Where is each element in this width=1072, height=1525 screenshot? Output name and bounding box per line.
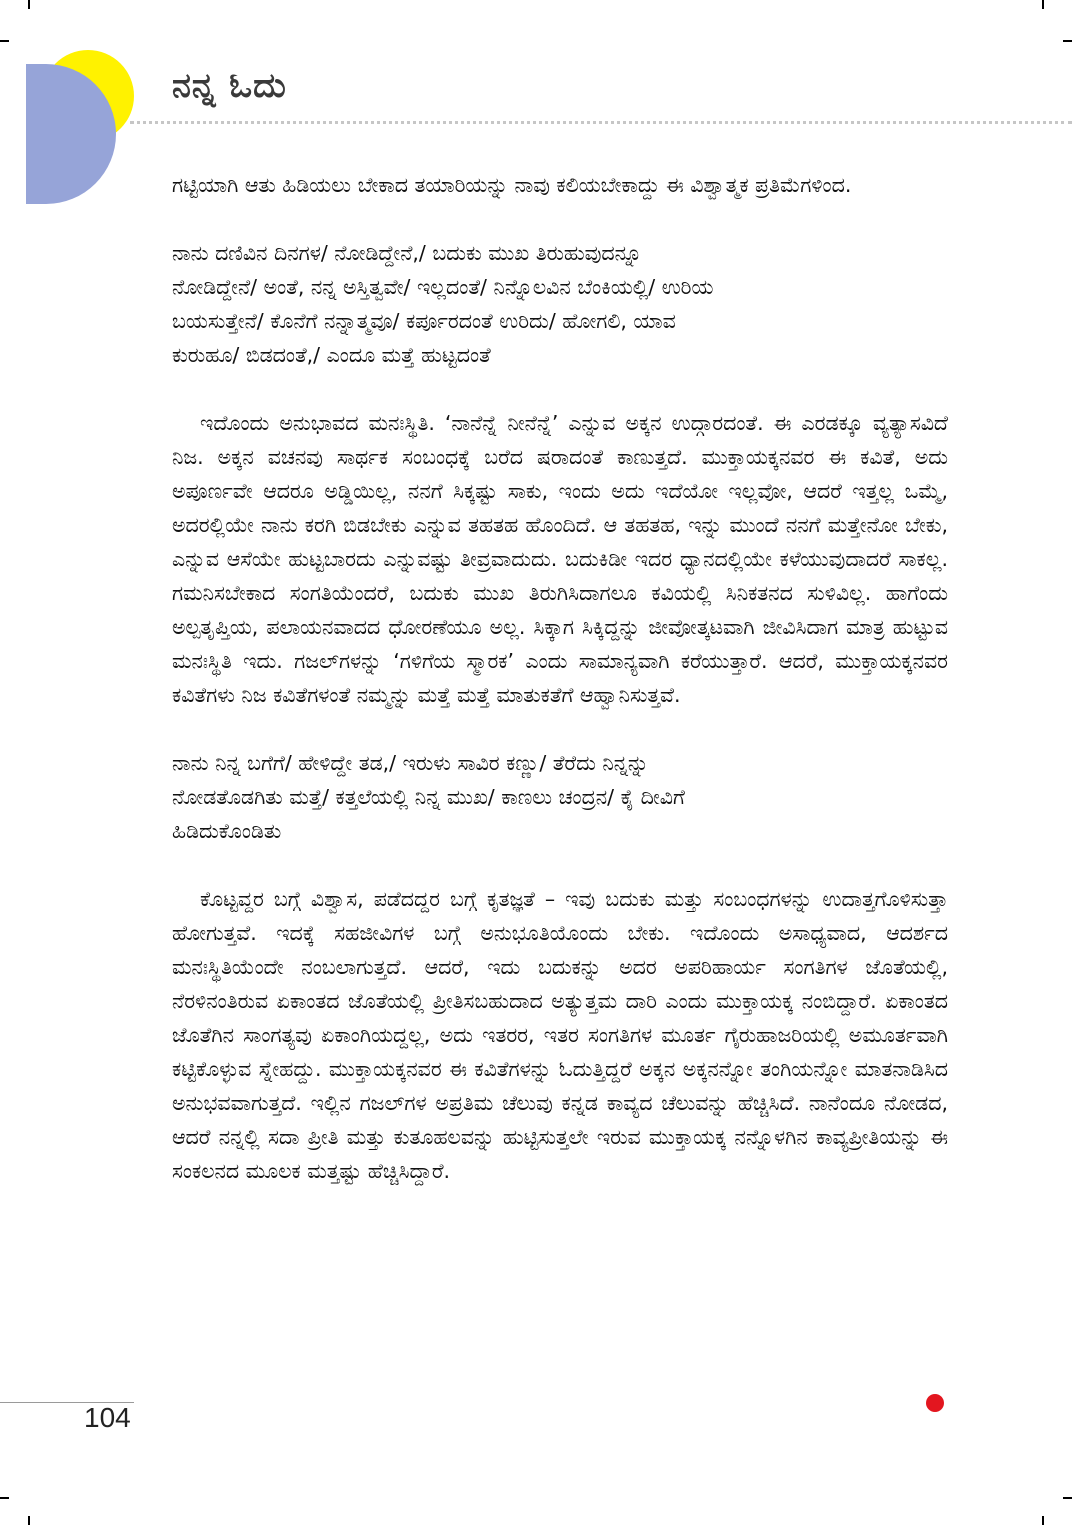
verse-block-1 [172, 236, 948, 372]
verse-line: ನೋಡತೊಡಗಿತು ಮತ್ತೆ/ ಕತ್ತಲೆಯಲ್ಲಿ ನಿನ್ನ ಮುಖ/ ಕಾಣಲು ಚಂದ್ರನ/ ಕೈ ದೀವಿಗೆ [172, 785, 685, 809]
paragraph-3: ಕೊಟ್ಟವ್ದರ ಬಗ್ಗೆ ವಿಶ್ವಾಸ, ಪಡೆದದ್ದರ ಬಗ್ಗೆ ಕೃತಜ್ಞತೆ – ಇವು ಬದುಕು ಮತ್ತು ಸಂಬಂಧಗಳನ್ನು ಉದಾತ್ತಗೊಳಿಸುತ್ತಾ ಹೋಗುತ್ತವೆ. ಇದಕ್ಕೆ ಸಹಜೀವಿಗಳ ಬಗ್ಗೆ ಅನುಭೂತಿಯೊಂದು ಬೇಕು. ಇದೊಂದು ಅಸಾಧ್ಯವಾದ, ಆದರ್ಶದ ಮನಃಸ್ಥಿತಿಯೆಂದೇ ನಂಬಲಾಗುತ್ತದೆ. ಆದರೆ, ಇದು ಬದುಕನ್ನು ಅದರ ಅಪರಿಹಾರ್ಯ ಸಂಗತಿಗಳ ಜೊತೆಯಲ್ಲಿ, ನೆರಳಿನಂತಿರುವ ಏಕಾಂತದ ಜೊತೆಯಲ್ಲಿ ಪ್ರೀತಿಸಬಹುದಾದ ಅತ್ಯುತ್ತಮ ದಾರಿ ಎಂದು ಮುಕ್ತಾಯಕ್ಕ ನಂಬಿದ್ದಾರೆ. ಏಕಾಂತದ ಜೊತೆಗಿನ ಸಾಂಗತ್ಯವು ಏಕಾಂಗಿಯದ್ದಲ್ಲ, ಅದು ಇತರರ, ಇತರ ಸಂಗತಿಗಳ ಮೂರ್ತ ಗೈರುಹಾಜರಿಯಲ್ಲಿ ಅಮೂರ್ತವಾಗಿ ಕಟ್ಟಿಕೊಳ್ಳುವ ಸ್ನೇಹದ್ದು. ಮುಕ್ತಾಯಕ್ಕನವರ ಈ ಕವಿತೆಗಳನ್ನು ಓದುತ್ತಿದ್ದರೆ ಅಕ್ಕನ ಅಕ್ಕನನ್ನೋ ತಂಗಿಯನ್ನೋ ಮಾತನಾಡಿಸಿದ ಅನುಭವವಾಗುತ್ತದೆ. ಇಲ್ಲಿನ ಗಜಲ್‌ಗಳ ಅಪ್ರತಿಮ ಚೆಲುವು ಕನ್ನಡ ಕಾವ್ಯದ ಚೆಲುವನ್ನು ಹೆಚ್ಚಿಸಿದೆ. ನಾನೆಂದೂ ನೋಡದ, ಆದರೆ ನನ್ನಲ್ಲಿ ಸದಾ ಪ್ರೀತಿ ಮತ್ತು ಕುತೂಹಲವನ್ನು ಹುಟ್ಟಿಸುತ್ತಲೇ ಇರುವ ಮುಕ್ತಾಯಕ್ಕ ನನ್ನೊಳಗಿನ ಕಾವ್ಯಪ್ರೀತಿಯನ್ನು ಈ ಸಂಕಲನದ ಮೂಲಕ ಮತ್ತಷ್ಟು ಹೆಚ್ಚಿಸಿದ್ದಾರೆ. [172, 887, 948, 1183]
crop-mark [1042, 1516, 1044, 1525]
section-title: ನನ್ನ ಓದು [172, 66, 287, 106]
crop-mark [1063, 1497, 1072, 1499]
crop-mark [0, 1497, 9, 1499]
paragraph-2: ಇದೊಂದು ಅನುಭಾವದ ಮನಃಸ್ಥಿತಿ. ‘ನಾನೆನ್ನೆ ನೀನೆನ್ನೆ’ ಎನ್ನುವ ಅಕ್ಕನ ಉದ್ಗಾರದಂತೆ. ಈ ಎರಡಕ್ಕೂ ವ್ಯತ್ಯಾಸವಿದೆ ನಿಜ. ಅಕ್ಕನ ವಚನವು ಸಾರ್ಥಕ ಸಂಬಂಧಕ್ಕೆ ಬರೆದ ಷರಾದಂತೆ ಕಾಣುತ್ತದೆ. ಮುಕ್ತಾಯಕ್ಕನವರ ಈ ಕವಿತೆ, ಅದು ಅಪೂರ್ಣವೇ ಆದರೂ ಅಡ್ಡಿಯಿಲ್ಲ, ನನಗೆ ಸಿಕ್ಕಷ್ಟು ಸಾಕು, ಇಂದು ಅದು ಇದೆಯೋ ಇಲ್ಲವೋ, ಆದರೆ ಇತ್ತಲ್ಲ ಒಮ್ಮೆ, ಅದರಲ್ಲಿಯೇ ನಾನು ಕರಗಿ ಬಿಡಬೇಕು ಎನ್ನುವ ತಹತಹ ಹೊಂದಿದೆ. ಆ ತಹತಹ, ಇನ್ನು ಮುಂದೆ ನನಗೆ ಮತ್ತೇನೋ ಬೇಕು, ಎನ್ನುವ ಆಸೆಯೇ ಹುಟ್ಟಬಾರದು ಎನ್ನುವಷ್ಟು ತೀವ್ರವಾದುದು. ಬದುಕಿಡೀ ಇದರ ಧ್ಯಾನದಲ್ಲಿಯೇ ಕಳೆಯುವುದಾದರೆ ಸಾಕಲ್ಲ. ಗಮನಿಸಬೇಕಾದ ಸಂಗತಿಯೆಂದರೆ, ಬದುಕು ಮುಖ ತಿರುಗಿಸಿದಾಗಲೂ ಕವಿಯಲ್ಲಿ ಸಿನಿಕತನದ ಸುಳಿವಿಲ್ಲ. ಹಾಗೆಂದು ಅಲ್ಪತೃಪ್ತಿಯ, ಪಲಾಯನವಾದದ ಧೋರಣೆಯೂ ಅಲ್ಲ. ಸಿಕ್ಕಾಗ ಸಿಕ್ಕಿದ್ದನ್ನು ಜೀವೋತ್ಕಟವಾಗಿ ಜೀವಿಸಿದಾಗ ಮಾತ್ರ ಹುಟ್ಟುವ ಮನಃಸ್ಥಿತಿ ಇದು. ಗಜಲ್‌ಗಳನ್ನು ‘ಗಳಿಗೆಯ ಸ್ಮಾರಕ’ ಎಂದು ಸಾಮಾನ್ಯವಾಗಿ ಕರೆಯುತ್ತಾರೆ. ಆದರೆ, ಮುಕ್ತಾಯಕ್ಕನವರ ಕವಿತೆಗಳು ನಿಜ ಕವಿತೆಗಳಂತೆ ನಮ್ಮನ್ನು ಮತ್ತೆ ಮತ್ತೆ ಮಾತುಕತೆಗೆ ಆಹ್ವಾನಿಸುತ್ತವೆ. [172, 411, 948, 707]
crop-mark [28, 1516, 30, 1525]
page-number: 104 [84, 1402, 131, 1433]
decorative-circles-graphic [0, 0, 160, 220]
article-body [172, 168, 948, 1188]
verse-line: ಕುರುಹೂ/ ಬಿಡದಂತೆ,/ ಎಂದೂ ಮತ್ತೆ ಹುಟ್ಟದಂತೆ [172, 343, 491, 367]
verse-line: ಬಯಸುತ್ತೇನೆ/ ಕೊನೆಗೆ ನನ್ನಾತ್ಮವೂ/ ಕರ್ಪೂರದಂತೆ ಉರಿದು/ ಹೋಗಲಿ, ಯಾವ [172, 309, 676, 333]
verse-line: ನಾನು ನಿನ್ನ ಬಗೆಗೆ/ ಹೇಳಿದ್ದೇ ತಡ,/ ಇರುಳು ಸಾವಿರ ಕಣ್ಣು/ ತೆರೆದು ನಿನ್ನನ್ನು [172, 751, 649, 775]
verse-line: ನೋಡಿದ್ದೇನೆ/ ಅಂತೆ, ನನ್ನ ಅಸ್ತಿತ್ವವೇ/ ಇಲ್ಲದಂತೆ/ ನಿನ್ನೊಲವಿನ ಬೆಂಕಿಯಲ್ಲಿ/ ಉರಿಯ [172, 275, 714, 299]
dotted-rule [130, 121, 1072, 124]
verse-line: ಹಿಡಿದುಕೊಂಡಿತು [172, 819, 282, 843]
verse-block-2 [172, 746, 948, 848]
end-mark-dot [926, 1394, 944, 1412]
paragraph-1: ಗಟ್ಟಿಯಾಗಿ ಆತು ಹಿಡಿಯಲು ಬೇಕಾದ ತಯಾರಿಯನ್ನು ನಾವು ಕಲಿಯಬೇಕಾದ್ದು ಈ ವಿಶ್ವಾತ್ಮಕ ಪ್ರತಿಮೆಗಳಿಂದ. [172, 173, 852, 197]
verse-line: ನಾನು ದಣಿವಿನ ದಿನಗಳ/ ನೋಡಿದ್ದೇನೆ,/ ಬದುಕು ಮುಖ ತಿರುಹುವುದನ್ನೂ [172, 241, 642, 265]
